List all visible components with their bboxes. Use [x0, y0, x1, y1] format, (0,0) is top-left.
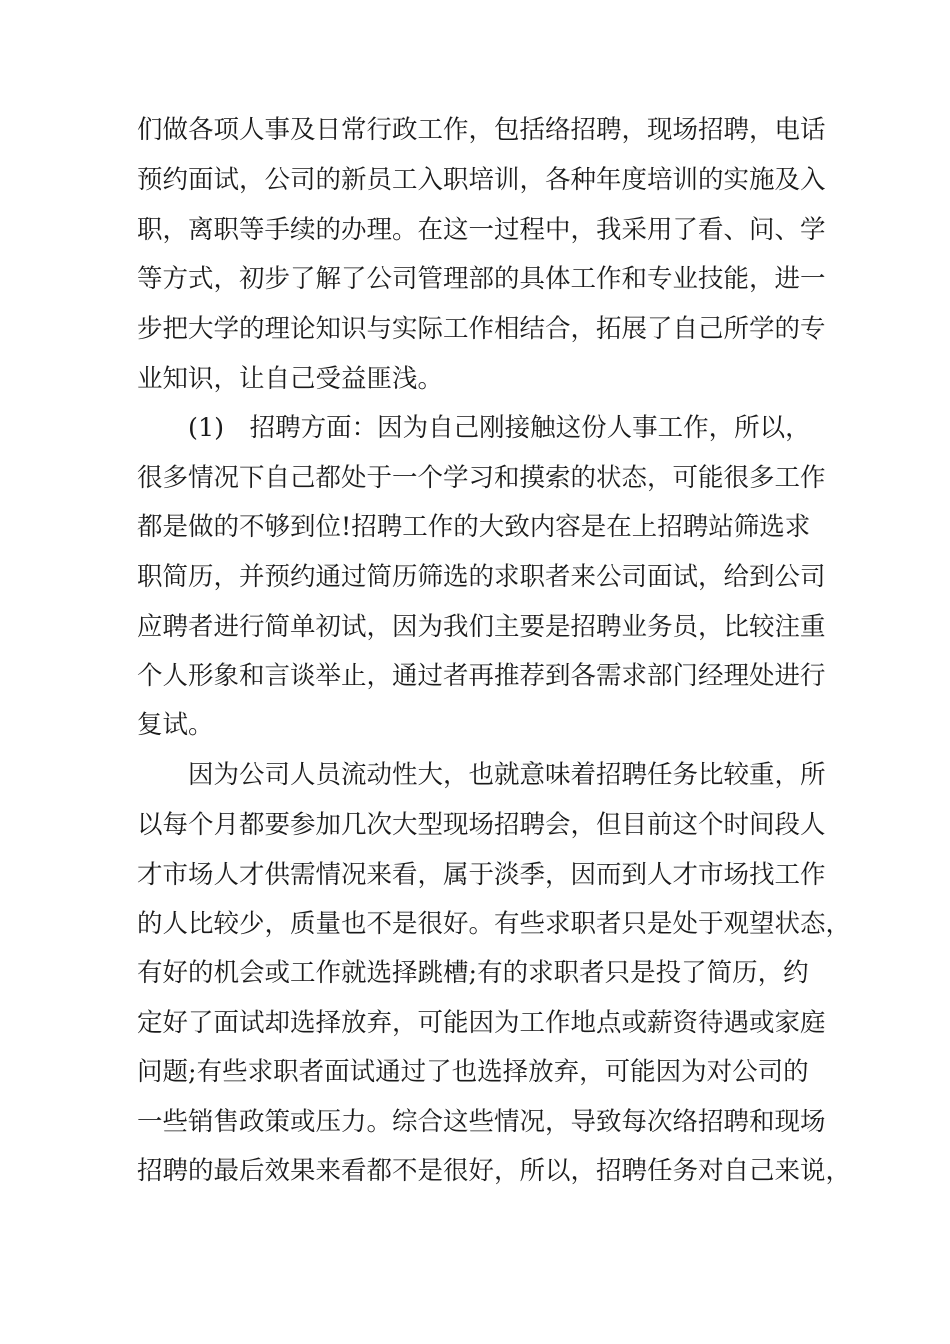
text-line: 步把大学的理论知识与实际工作相结合，拓展了自己所学的专 [137, 314, 826, 344]
text-line: 复试。 [137, 710, 214, 740]
text-line: 职简历，并预约通过简历筛选的求职者来公司面试，给到公司 [137, 562, 826, 592]
text-line: 都是做的不够到位!招聘工作的大致内容是在上招聘站筛选求 [137, 512, 811, 542]
text-line: 才市场人才供需情况来看，属于淡季，因而到人才市场找工作 [137, 860, 826, 890]
text-line: 预约面试，公司的新员工入职培训，各种年度培训的实施及入 [137, 165, 826, 195]
text-line: 应聘者进行简单初试，因为我们主要是招聘业务员，比较注重 [137, 612, 826, 642]
text-line: 定好了面试却选择放弃，可能因为工作地点或薪资待遇或家庭 [137, 1008, 826, 1038]
text-line: 的人比较少，质量也不是很好。有些求职者只是处于观望状态， [137, 909, 852, 939]
text-line: 职，离职等手续的办理。在这一过程中，我采用了看、问、学 [137, 215, 826, 245]
text-line: 有好的机会或工作就选择跳槽;有的求职者只是投了简历，约 [137, 958, 809, 988]
text-line: 等方式，初步了解了公司管理部的具体工作和专业技能，进一 [137, 264, 826, 294]
text-line: (1) 招聘方面：因为自己刚接触这份人事工作，所以， [188, 413, 811, 443]
text-line: 招聘的最后效果来看都不是很好，所以，招聘任务对自己来说， [137, 1156, 852, 1186]
text-line: 以每个月都要参加几次大型现场招聘会，但目前这个时间段人 [137, 810, 826, 840]
text-line: 因为公司人员流动性大，也就意味着招聘任务比较重，所 [188, 760, 826, 790]
text-line: 很多情况下自己都处于一个学习和摸索的状态，可能很多工作 [137, 463, 826, 493]
text-line: 个人形象和言谈举止，通过者再推荐到各需求部门经理处进行 [137, 661, 826, 691]
text-line: 们做各项人事及日常行政工作，包括络招聘，现场招聘，电话 [137, 115, 826, 145]
text-line: 业知识，让自己受益匪浅。 [137, 364, 444, 394]
text-line: 问题;有些求职者面试通过了也选择放弃，可能因为对公司的 [137, 1057, 809, 1087]
text-line: 一些销售政策或压力。综合这些情况，导致每次络招聘和现场 [137, 1107, 826, 1137]
